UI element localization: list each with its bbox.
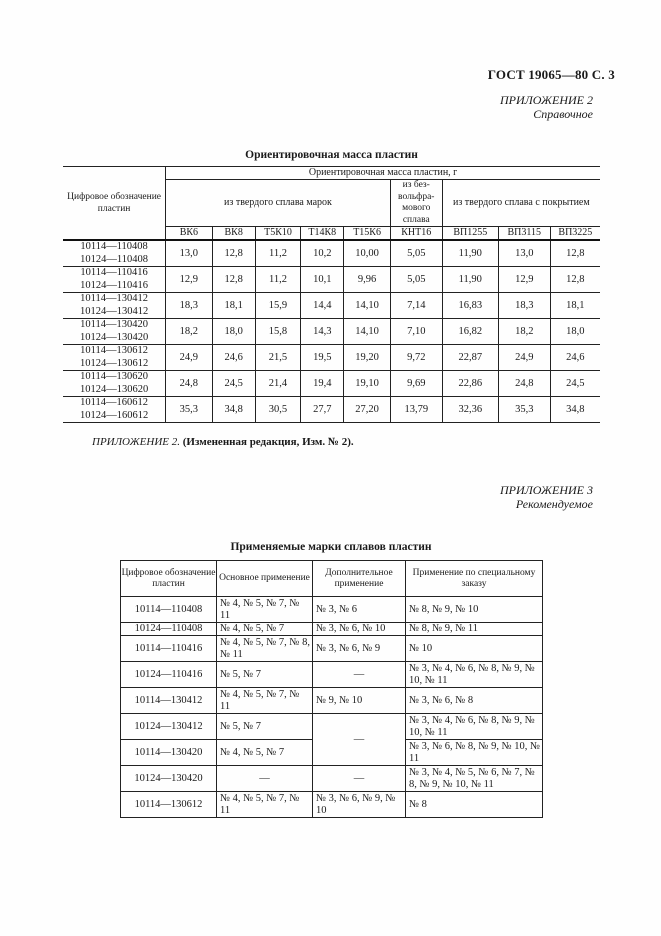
mass-value: 14,10	[344, 319, 390, 345]
appendix-2-subtitle: Справочное	[533, 107, 593, 121]
mass-value: 18,2	[498, 319, 550, 345]
col-header-mass: Ориентировочная масса пластин, г	[166, 167, 600, 180]
main-use: № 4, № 5, № 7, № 11	[217, 792, 313, 818]
special-order-use: № 10	[406, 636, 543, 662]
mass-value: 18,3	[166, 293, 212, 319]
special-order-use: № 8, № 9, № 11	[406, 623, 543, 636]
extra-use: № 3, № 6, № 9	[313, 636, 406, 662]
mass-value: 14,10	[344, 293, 390, 319]
mass-value: 24,6	[550, 345, 600, 371]
plate-code	[63, 319, 166, 345]
extra-use: —	[313, 662, 406, 688]
mass-value: 13,0	[166, 240, 212, 267]
plate-code: 10114—130420	[121, 740, 217, 766]
mass-value: 19,5	[301, 345, 344, 371]
mass-value: 16,82	[442, 319, 498, 345]
plate-code	[63, 345, 166, 371]
plate-code-2: 10124—130612	[79, 357, 149, 369]
plate-code-2: 10124—130420	[79, 331, 149, 343]
alloy-grades-table	[120, 560, 543, 818]
mass-value: 35,3	[498, 397, 550, 423]
table-row	[121, 688, 543, 714]
note-text: (Измененная редакция, Изм. № 2).	[182, 436, 354, 448]
mass-value: 13,79	[390, 397, 442, 423]
main-use: № 4, № 5, № 7	[217, 740, 313, 766]
mass-value: 24,9	[498, 345, 550, 371]
table-row	[121, 597, 543, 623]
mass-value: 19,20	[344, 345, 390, 371]
special-order-use: № 3, № 6, № 8, № 9, № 10, № 11	[406, 740, 543, 766]
appendix-3-title: ПРИЛОЖЕНИЕ 3	[500, 483, 593, 497]
extra-use: № 9, № 10	[313, 688, 406, 714]
mass-value: 22,86	[442, 371, 498, 397]
mass-value: 9,96	[344, 267, 390, 293]
t2-header-main: Основное применение	[217, 561, 313, 597]
mass-value: 14,4	[301, 293, 344, 319]
appendix-2-title: ПРИЛОЖЕНИЕ 2	[500, 93, 593, 107]
mass-value: 27,7	[301, 397, 344, 423]
mass-value: 12,8	[550, 267, 600, 293]
note-ref: ПРИЛОЖЕНИЕ 2.	[92, 436, 180, 448]
special-order-use: № 3, № 4, № 5, № 6, № 7, № 8, № 9, № 10, № 11	[406, 766, 543, 792]
table-row	[63, 397, 600, 423]
t2-header-extra: Дополнительное применение	[313, 561, 406, 597]
mass-value: 18,0	[212, 319, 255, 345]
grade-header: Т5К10	[255, 227, 300, 241]
mass-value: 10,2	[301, 240, 344, 267]
plate-code: 10124—130420	[121, 766, 217, 792]
appendix-2-label	[500, 93, 593, 121]
mass-value: 24,5	[212, 371, 255, 397]
plate-code-1: 10114—130620	[80, 371, 148, 382]
main-use: № 5, № 7	[217, 662, 313, 688]
mass-value: 14,3	[301, 319, 344, 345]
mass-value: 18,3	[498, 293, 550, 319]
mass-value: 18,1	[212, 293, 255, 319]
mass-value: 34,8	[212, 397, 255, 423]
group-hard-alloy: из твердого сплава марок	[166, 180, 391, 227]
plate-code-1: 10114—160612	[80, 397, 148, 408]
main-use: № 4, № 5, № 7	[217, 623, 313, 636]
mass-value: 24,9	[166, 345, 212, 371]
table-1-title: Ориентировочная масса пластин	[245, 149, 418, 161]
mass-value: 21,5	[255, 345, 300, 371]
extra-use: № 3, № 6, № 10	[313, 623, 406, 636]
extra-use: —	[313, 766, 406, 792]
special-order-use: № 3, № 4, № 6, № 8, № 9, № 10, № 11	[406, 662, 543, 688]
plate-code-2: 10124—160612	[79, 409, 149, 421]
mass-value: 15,8	[255, 319, 300, 345]
mass-value: 12,8	[212, 267, 255, 293]
mass-value: 27,20	[344, 397, 390, 423]
grade-header: Т14К8	[301, 227, 344, 241]
mass-value: 32,36	[442, 397, 498, 423]
mass-value: 11,90	[442, 240, 498, 267]
plate-code	[63, 371, 166, 397]
mass-value: 12,8	[212, 240, 255, 267]
table-row	[63, 267, 600, 293]
special-order-use: № 3, № 6, № 8	[406, 688, 543, 714]
mass-value: 18,0	[550, 319, 600, 345]
grade-header: ВП3225	[550, 227, 600, 241]
mass-value: 24,6	[212, 345, 255, 371]
mass-value: 30,5	[255, 397, 300, 423]
main-use: № 5, № 7	[217, 714, 313, 740]
mass-value: 24,5	[550, 371, 600, 397]
mass-value: 15,9	[255, 293, 300, 319]
special-order-use: № 3, № 4, № 6, № 8, № 9, № 10, № 11	[406, 714, 543, 740]
plate-code-2: 10124—130620	[79, 383, 149, 395]
amendment-note	[92, 436, 354, 448]
plate-code: 10124—110408	[121, 623, 217, 636]
main-use: № 4, № 5, № 7, № 11	[217, 597, 313, 623]
mass-value: 21,4	[255, 371, 300, 397]
table-row	[63, 293, 600, 319]
main-use: № 4, № 5, № 7, № 8, № 11	[217, 636, 313, 662]
mass-value: 9,69	[390, 371, 442, 397]
table-row	[121, 636, 543, 662]
main-use: № 4, № 5, № 7, № 11	[217, 688, 313, 714]
page-header: ГОСТ 19065—80 С. 3	[487, 67, 615, 82]
t2-header-code: Цифровое обозначение пластин	[121, 561, 217, 597]
table-row	[121, 792, 543, 818]
appendix-3-subtitle: Рекомендуемое	[515, 497, 593, 511]
plate-code: 10114—130612	[121, 792, 217, 818]
plate-code	[63, 240, 166, 267]
mass-value: 9,72	[390, 345, 442, 371]
table-row	[121, 714, 543, 740]
mass-value: 5,05	[390, 267, 442, 293]
group-coated: из твердого сплава с покрытием	[442, 180, 600, 227]
mass-value: 10,1	[301, 267, 344, 293]
mass-value: 19,4	[301, 371, 344, 397]
table-row	[121, 766, 543, 792]
plate-code-1: 10114—110416	[80, 267, 148, 278]
extra-use: № 3, № 6	[313, 597, 406, 623]
main-use: —	[217, 766, 313, 792]
mass-value: 18,1	[550, 293, 600, 319]
mass-value: 11,2	[255, 267, 300, 293]
mass-value: 11,90	[442, 267, 498, 293]
plate-code: 10124—130412	[121, 714, 217, 740]
special-order-use: № 8	[406, 792, 543, 818]
plate-code	[63, 267, 166, 293]
plate-code-2: 10124—130412	[79, 305, 149, 317]
t2-header-special: Применение по специальному заказу	[406, 561, 543, 597]
table-2-title: Применяемые марки сплавов пластин	[230, 541, 432, 553]
mass-value: 13,0	[498, 240, 550, 267]
mass-value: 12,9	[498, 267, 550, 293]
plate-code-2: 10124—110408	[80, 253, 148, 265]
mass-value: 12,9	[166, 267, 212, 293]
plate-code: 10114—130412	[121, 688, 217, 714]
mass-value: 5,05	[390, 240, 442, 267]
plate-code-1: 10114—130612	[80, 345, 148, 356]
table-row	[63, 240, 600, 267]
extra-use: —	[313, 714, 406, 766]
mass-value: 19,10	[344, 371, 390, 397]
appendix-3-label	[500, 483, 593, 511]
plate-code	[63, 397, 166, 423]
table-row	[121, 662, 543, 688]
group-tungsten-free: из без-вольфра-мового сплава	[390, 180, 442, 227]
mass-value: 7,10	[390, 319, 442, 345]
grade-header: ВП3115	[498, 227, 550, 241]
grade-header: ВК6	[166, 227, 212, 241]
plate-code	[63, 293, 166, 319]
mass-value: 18,2	[166, 319, 212, 345]
table-row	[63, 371, 600, 397]
plate-code-1: 10114—110408	[80, 241, 148, 252]
grade-header: Т15К6	[344, 227, 390, 241]
mass-value: 24,8	[498, 371, 550, 397]
grade-header: ВК8	[212, 227, 255, 241]
mass-table	[63, 166, 600, 423]
plate-code-1: 10114—130412	[80, 293, 148, 304]
grade-header: ВП1255	[442, 227, 498, 241]
plate-code: 10124—110416	[121, 662, 217, 688]
plate-code-1: 10114—130420	[80, 319, 148, 330]
plate-code-2: 10124—110416	[80, 279, 148, 291]
mass-value: 10,00	[344, 240, 390, 267]
mass-value: 11,2	[255, 240, 300, 267]
grade-header: КНТ16	[390, 227, 442, 241]
table-row	[63, 345, 600, 371]
plate-code: 10114—110416	[121, 636, 217, 662]
mass-value: 7,14	[390, 293, 442, 319]
mass-value: 35,3	[166, 397, 212, 423]
table-row	[121, 623, 543, 636]
special-order-use: № 8, № 9, № 10	[406, 597, 543, 623]
col-header-code: Цифровое обозначение пластин	[63, 167, 166, 241]
mass-value: 22,87	[442, 345, 498, 371]
plate-code: 10114—110408	[121, 597, 217, 623]
mass-value: 12,8	[550, 240, 600, 267]
mass-value: 24,8	[166, 371, 212, 397]
mass-value: 16,83	[442, 293, 498, 319]
extra-use: № 3, № 6, № 9, № 10	[313, 792, 406, 818]
mass-value: 34,8	[550, 397, 600, 423]
table-row	[63, 319, 600, 345]
